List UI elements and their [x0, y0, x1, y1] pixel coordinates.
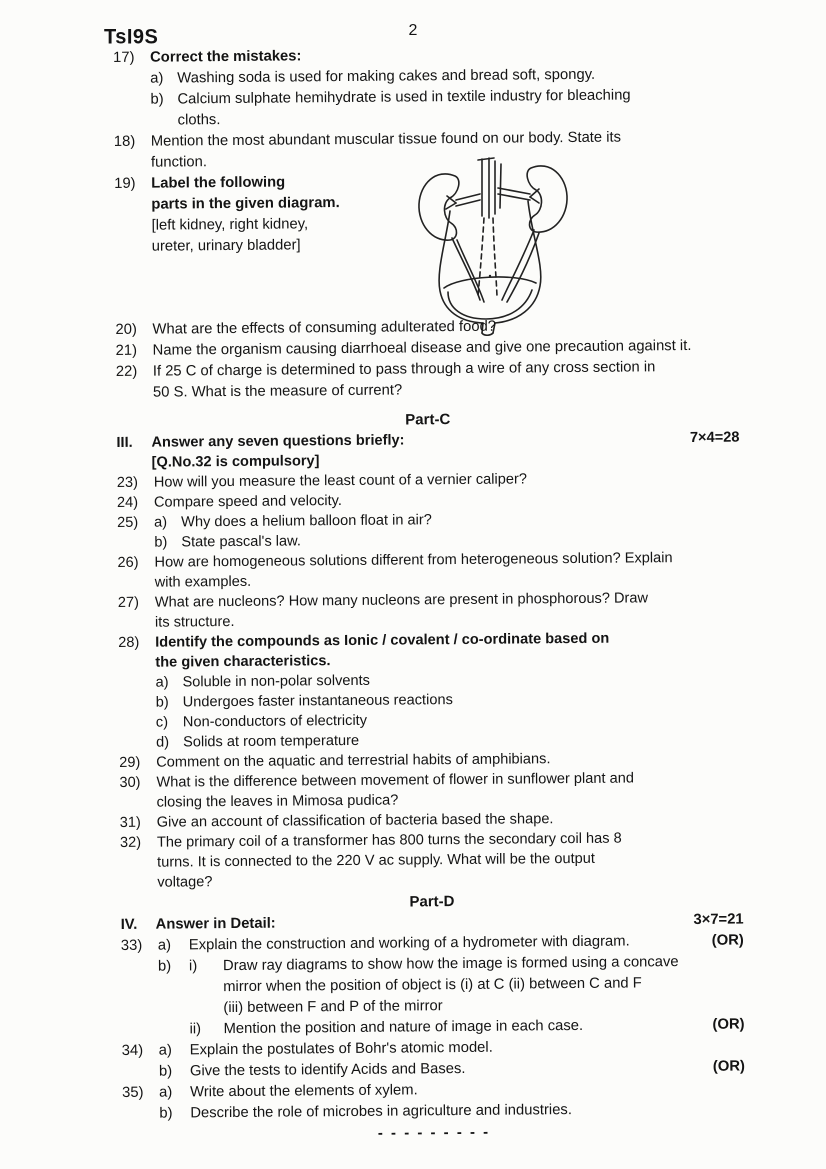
question-28c-label: c)	[155, 714, 169, 731]
question-27-text: What are nucleons? How many nucleons are present in phosphorous? Draw its structure.	[154, 590, 649, 631]
question-32-number: 32)	[119, 834, 142, 851]
question-21-number: 21)	[115, 342, 138, 359]
part-c-title: Part-C	[405, 411, 451, 429]
question-33a-label: a)	[157, 937, 172, 954]
question-35a-label: a)	[159, 1084, 173, 1101]
question-28-title: Identify the compounds as Ionic / covalent / co-ordinate based on the given characteristics.	[155, 630, 610, 671]
question-17-title: Correct the mistakes:	[150, 48, 302, 66]
or-label-1: (OR)	[711, 932, 744, 949]
question-28b-text: Undergoes faster instantaneous reactions	[182, 692, 453, 711]
question-25b-text: State pascal's law.	[181, 533, 301, 551]
part-c-note: [Q.No.32 is compulsory]	[151, 453, 320, 471]
part-d-roman-numeral: IV.	[120, 916, 138, 933]
question-20-text: What are the effects of consuming adulterated food?	[152, 318, 497, 338]
question-19-line4: ureter, urinary bladder]	[151, 237, 301, 255]
question-33b-i-label: i)	[188, 958, 198, 975]
question-31-number: 31)	[119, 814, 141, 831]
question-25b-label: b)	[154, 534, 168, 551]
question-33b-label: b)	[157, 958, 172, 975]
question-17	[113, 43, 737, 132]
question-24-number: 24)	[116, 494, 139, 511]
part-c-marks: 7×4=28	[689, 429, 740, 446]
part-c-instruction: Answer any seven questions briefly:	[151, 432, 405, 451]
part-c-section	[116, 408, 743, 893]
question-30-text: What is the difference between movement of flower in sunflower plant and closing the leaves in Mimosa pudica?	[156, 770, 635, 811]
question-19-line1: Label the following	[151, 174, 286, 192]
question-17a-text: Washing soda is used for making cakes and bread soft, spongy.	[177, 66, 596, 87]
question-20-number: 20)	[115, 321, 137, 338]
question-19-line3: [left kidney, right kidney,	[151, 216, 309, 234]
question-18	[114, 127, 737, 174]
question-28-number: 28)	[118, 634, 140, 651]
question-33b-ii-label: ii)	[189, 1021, 202, 1038]
question-27-number: 27)	[117, 594, 140, 611]
question-22-number: 22)	[115, 363, 138, 380]
exam-code-logo: TsI9S	[104, 25, 159, 49]
question-29-number: 29)	[119, 754, 141, 771]
question-19-line2: parts in the given diagram.	[151, 195, 340, 213]
question-21-text: Name the organism causing diarrhoeal disease and give one precaution against it.	[152, 337, 692, 359]
question-17b-label: b)	[150, 91, 164, 108]
question-34b-label: b)	[158, 1063, 173, 1080]
question-30	[119, 768, 742, 813]
question-33a-text: Explain the construction and working of a hydrometer with diagram.	[188, 933, 630, 954]
question-35-number: 35)	[122, 1084, 144, 1101]
question-35b-label: b)	[159, 1105, 173, 1122]
question-35b-text: Describe the role of microbes in agriculture and industries.	[190, 1102, 572, 1122]
question-34a-label: a)	[158, 1042, 172, 1059]
question-28a-label: a)	[155, 674, 169, 691]
question-31-text: Give an account of classification of bacteria based the shape.	[156, 811, 554, 831]
end-of-paper-marker: - - - - - - - - -	[377, 1123, 491, 1142]
question-25-number: 25)	[117, 514, 139, 531]
question-28b-label: b)	[155, 694, 169, 711]
question-34a-text: Explain the postulates of Bohr's atomic model.	[189, 1039, 493, 1059]
part-c-roman-numeral: III.	[116, 434, 133, 451]
part-d-section	[120, 889, 745, 1146]
question-17b-text: Calcium sulphate hemihydrate is used in textile industry for bleaching cloths.	[177, 87, 631, 129]
question-25a-label: a)	[154, 514, 168, 531]
question-17-number: 17)	[113, 49, 135, 66]
question-33b-ii-text: Mention the position and nature of image in each case.	[223, 1017, 584, 1038]
question-33-number: 33)	[120, 937, 143, 954]
question-19-number: 19)	[114, 175, 136, 192]
question-18-number: 18)	[113, 133, 136, 150]
question-28	[118, 628, 742, 753]
question-17a-label: a)	[150, 70, 164, 87]
question-34b-text: Give the tests to identify Acids and Bases.	[189, 1060, 466, 1080]
question-23-number: 23)	[116, 474, 138, 491]
question-35a-text: Write about the elements of xylem.	[190, 1082, 418, 1101]
question-28c-text: Non-conductors of electricity	[182, 712, 368, 731]
question-24-text: Compare speed and velocity.	[153, 493, 342, 511]
question-28a-text: Soluble in non-polar solvents	[182, 672, 371, 691]
question-27	[118, 588, 741, 633]
part-d-title: Part-D	[409, 893, 455, 911]
question-22-text: If 25 C of charge is determined to pass through a wire of any cross section in 50 S. What is the measure of current?	[152, 359, 656, 401]
question-26	[117, 548, 740, 593]
question-29-text: Comment on the aquatic and terrestrial habits of amphibians.	[156, 751, 551, 771]
part-d-instruction: Answer in Detail:	[155, 915, 276, 933]
page-number: 2	[408, 22, 418, 39]
question-32-text: The primary coil of a transformer has 800 turns the secondary coil has 8 turns. It is connected to the 220 V ac supply. What will be the output voltage?	[156, 830, 622, 891]
question-25a-text: Why does a helium balloon float in air?	[181, 512, 432, 531]
or-label-3: (OR)	[712, 1058, 745, 1075]
question-26-number: 26)	[117, 554, 139, 571]
question-25	[117, 508, 740, 553]
question-30-number: 30)	[119, 774, 141, 791]
paper-content	[113, 43, 746, 1146]
question-28d-label: d)	[155, 734, 170, 751]
question-33b-i	[121, 952, 745, 1020]
question-22	[116, 357, 739, 404]
question-34-number: 34)	[121, 1042, 144, 1059]
question-17b	[150, 85, 736, 132]
question-33b-i-text: Draw ray diagrams to show how the image is formed using a concave mirror when the position of object is (i) at C (ii) between C and F (iii) between F and P of the mirror	[222, 954, 679, 1017]
question-18-text: Mention the most abundant muscular tissue found on our body. State its function.	[150, 129, 622, 171]
question-28d-text: Solids at room temperature	[182, 732, 360, 751]
or-label-2: (OR)	[712, 1016, 745, 1033]
question-23-text: How will you measure the least count of a vernier caliper?	[153, 471, 527, 491]
question-19	[114, 169, 738, 258]
question-32	[120, 828, 743, 893]
question-26-text: How are homogeneous solutions different from heterogeneous solution? Explain with examples.	[154, 550, 673, 591]
part-d-marks: 3×7=21	[693, 911, 744, 928]
